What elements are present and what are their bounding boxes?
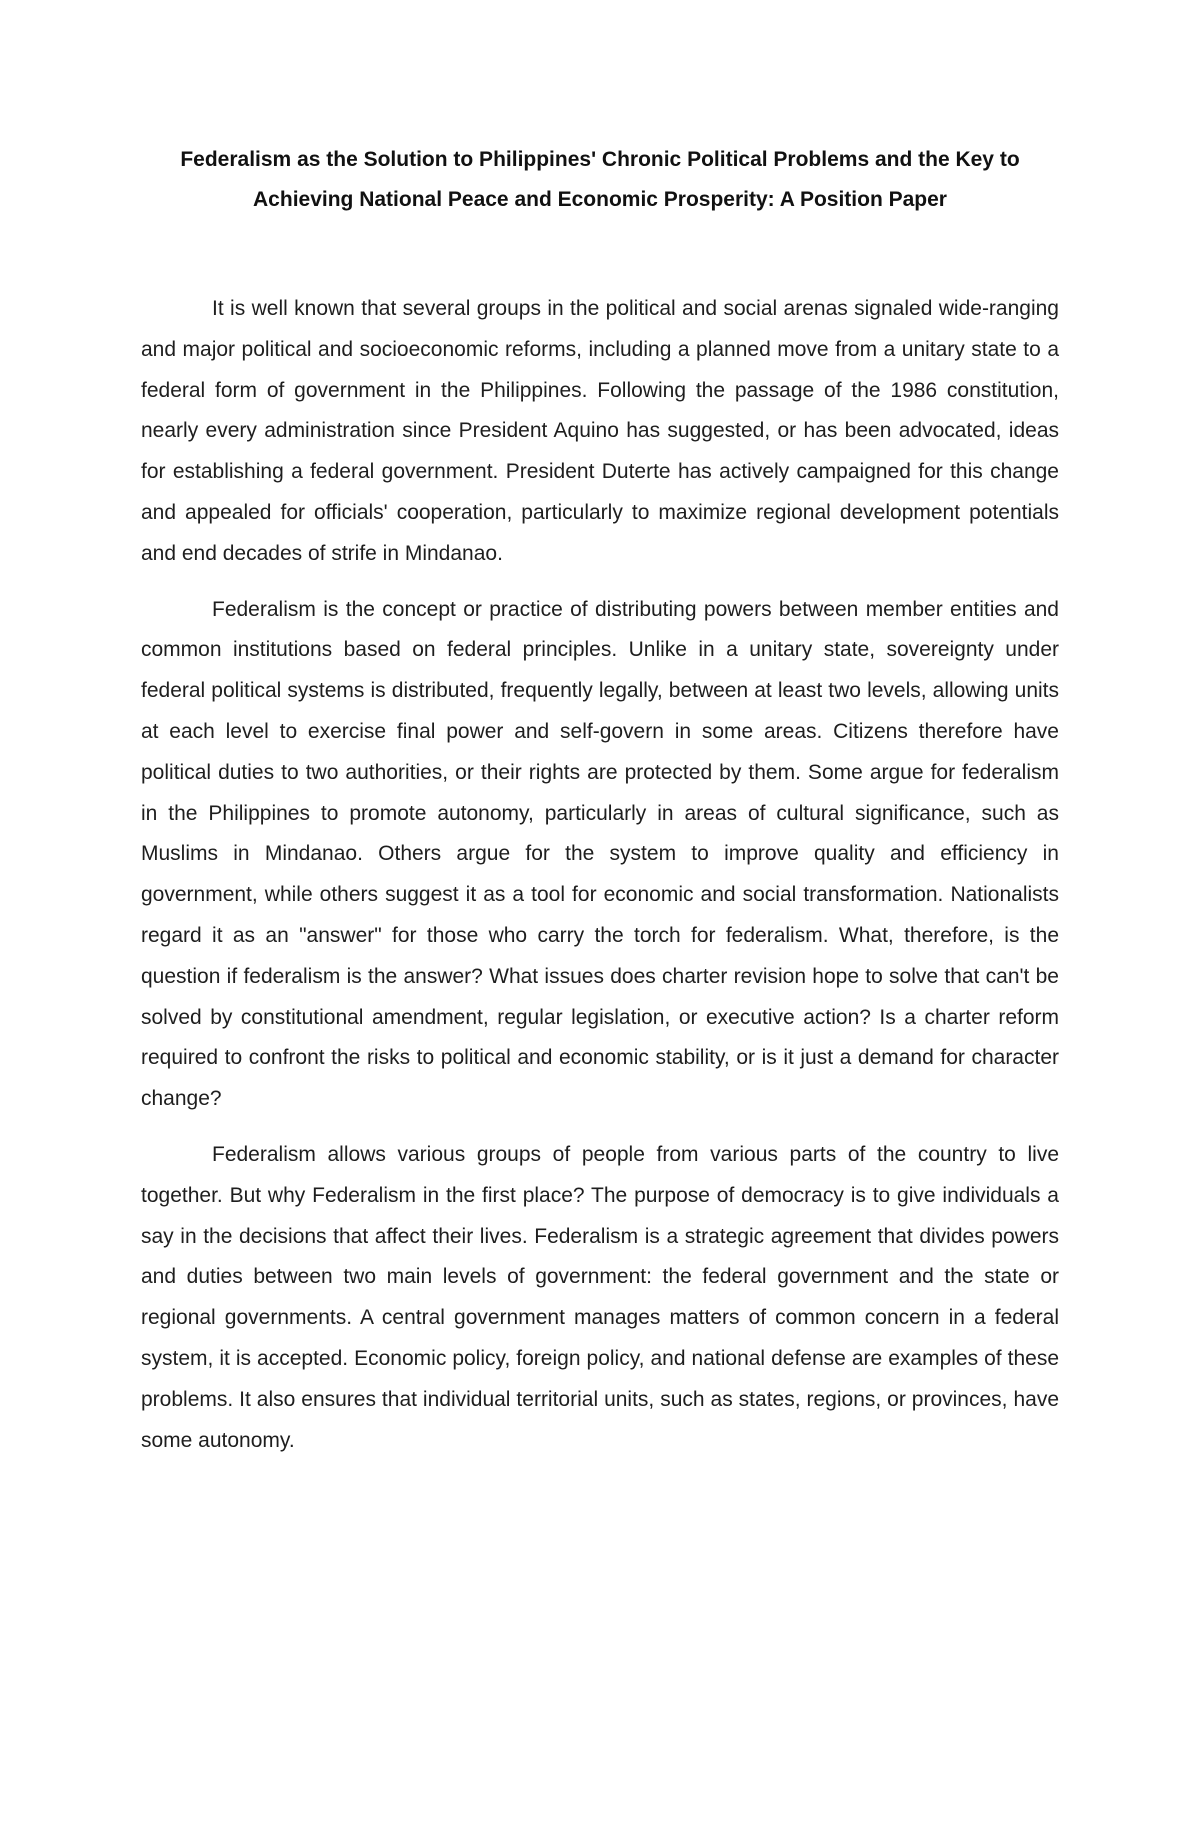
document-title: Federalism as the Solution to Philippines' Chronic Political Problems and the Key to Achieving National Peace and Economic Prosperity: A Position Paper [180,148,1020,211]
paragraph-2: Federalism is the concept or practice of distributing powers between member entities and common institutions based on federal principles. Unlike in a unitary state, sovereignty under federal political systems is distributed, frequently legally, between at least two levels, allowing units at each level to exercise final power and self-govern in some areas. Citizens therefore have political duties to two authorities, or their rights are protected by them. Some argue for federalism in the Philippines to promote autonomy, particularly in areas of cultural significance, such as Muslims in Mindanao. Others argue for the system to improve quality and efficiency in government, while others suggest it as a tool for economic and social transformation. Nationalists regard it as an "answer" for those who carry the torch for federalism. What, therefore, is the question if federalism is the answer? What issues does charter revision hope to solve that can't be solved by constitutional amendment, regular legislation, or executive action? Is a charter reform required to confront the risks to political and economic stability, or is it just a demand for character change? [141,597,1059,1111]
paragraph-3: Federalism allows various groups of people from various parts of the country to live together. But why Federalism in the first place? The purpose of democracy is to give individuals a say in the decisions that affect their lives. Federalism is a strategic agreement that divides powers and duties between two main levels of government: the federal government and the state or regional governments. A central government manages matters of common concern in a federal system, it is accepted. Economic policy, foreign policy, and national defense are examples of these problems. It also ensures that individual territorial units, such as states, regions, or provinces, have some autonomy. [141,1142,1059,1452]
document-body [141,289,1059,1476]
paragraph-1: It is well known that several groups in the political and social arenas signaled wide-ranging and major political and socioeconomic reforms, including a planned move from a unitary state to a federal form of government in the Philippines. Following the passage of the 1986 constitution, nearly every administration since President Aquino has suggested, or has been advocated, ideas for establishing a federal government. President Duterte has actively campaigned for this change and appealed for officials' cooperation, particularly to maximize regional development potentials and end decades of strife in Mindanao. [141,297,1059,565]
